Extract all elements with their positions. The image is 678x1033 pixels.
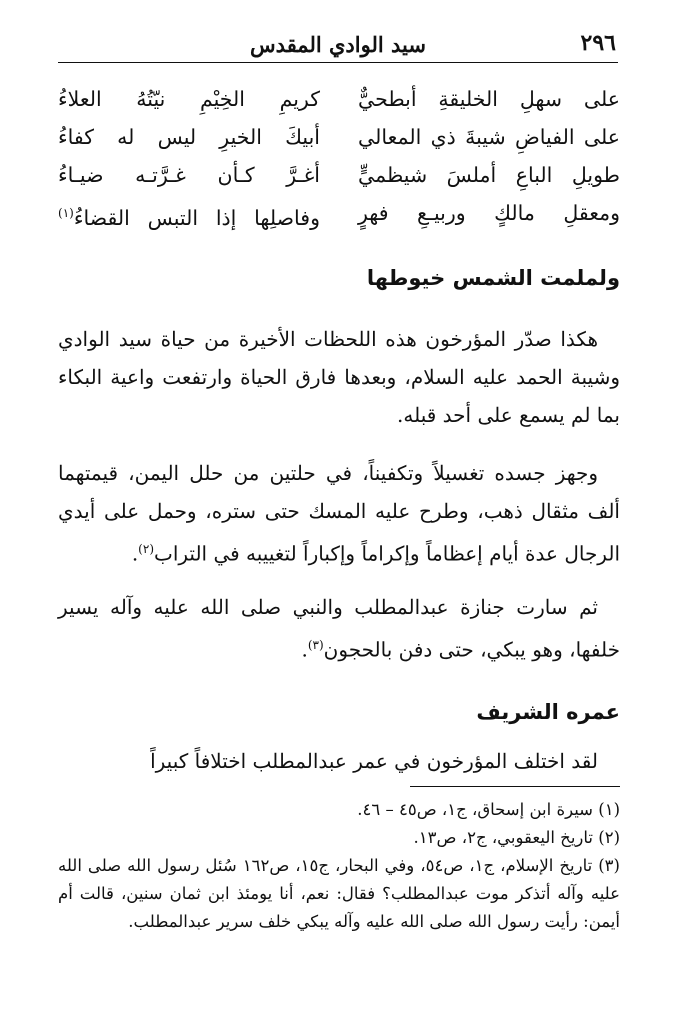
footnote-2: (٢) تاريخ اليعقوبي، ج٢، ص١٣.: [413, 828, 620, 847]
page-number: ٢٩٦: [580, 30, 616, 56]
footnote-divider: [410, 786, 620, 787]
footnote-ref-3[interactable]: (٣): [307, 638, 324, 652]
poem-verse: [58, 80, 620, 118]
running-title: سيد الوادي المقدس: [250, 32, 426, 57]
paragraph-text: لقد اختلف المؤرخون في عمر عبدالمطلب اختلافاً كبيراً: [150, 749, 598, 773]
section-heading: عمره الشريف: [476, 700, 620, 724]
paragraph: [58, 320, 620, 434]
verse-second-hemistich: [58, 194, 320, 237]
paragraph: [58, 742, 620, 780]
section-heading: ولملمت الشمس خيوطها: [366, 266, 620, 290]
paragraph-text: [58, 454, 620, 573]
period: .: [131, 541, 139, 566]
poem-verse: [58, 118, 620, 156]
paragraph-text: [58, 588, 620, 669]
paragraph-text: هكذا صدّر المؤرخون هذه اللحظات الأخيرة من حياة سيد الوادي وشيبة الحمد عليه السلام، وبعدها فارق الحياة وارتفعت واعية البكاء بما لم يسمع على أحد قبله.: [58, 327, 620, 427]
verse-first-hemistich: ومعقلِ مالكٍ وربيـعِ فهرٍ: [358, 201, 620, 225]
footnotes: [58, 796, 620, 936]
verse-first-hemistich: على الفياضِ شيبةَ ذي المعالي: [358, 125, 620, 149]
footnote-1: (١) سيرة ابن إسحاق، ج١، ص٤٥ – ٤٦.: [357, 800, 620, 819]
footnote-3: (٣) تاريخ الإسلام، ج١، ص٥٤، وفي البحار، ج١٥، ص١٦٢ سُئل رسول الله صلى الله عليه وآله أتذكر موت عبدالمطلب؟ فقال: نعم، أنا يومئذ ابن ثمان سنين، قالت أم أيمن: رأيت رسول الله صلى الله عليه وآله يبكي خلف سرير عبدالمطلب.: [58, 856, 620, 931]
footnote-ref-2[interactable]: (٢): [138, 542, 154, 556]
paragraph: [58, 454, 620, 573]
poem-verse: [58, 194, 620, 232]
verse-second-hemistich: أغـرَّ كـأن غـرَّتـه ضيـاءُ: [58, 163, 320, 187]
verse-second-hemistich: كريمِ الخِيْمِ نيّتُهُ العلاءُ: [58, 87, 320, 111]
poem-verse: [58, 156, 620, 194]
poem: [58, 80, 620, 232]
verse-first-hemistich: طويلِ الباعِ أملسَ شيظميٍّ: [358, 163, 620, 187]
period: .: [301, 637, 308, 662]
page-header: [58, 28, 618, 63]
paragraph-body: ثم سارت جنازة عبدالمطلب والنبي صلى الله عليه وآله يسير خلفها، وهو يبكي، حتى دفن بالحجون: [58, 595, 620, 662]
verse-second-hemistich: أبيكَ الخيرِ ليس له كفاءُ: [58, 125, 320, 149]
footnote-ref-1[interactable]: (١): [58, 206, 74, 220]
paragraph-body: وجهز جسده تغسيلاً وتكفيناً، في حلتين من حلل اليمن، قيمتهما ألف مثقال ذهب، وطرح عليه المسك حتى ستره، وحمل على أيدي الرجال عدة أيام إعظاماً وإكراماً وإكباراً لتغييبه في التراب: [58, 461, 620, 566]
verse-text: وفاصلِها إذا التبس القضاءُ: [73, 205, 320, 230]
paragraph: [58, 588, 620, 669]
verse-first-hemistich: على سهلِ الخليقةِ أبطحيٌّ: [358, 87, 620, 111]
